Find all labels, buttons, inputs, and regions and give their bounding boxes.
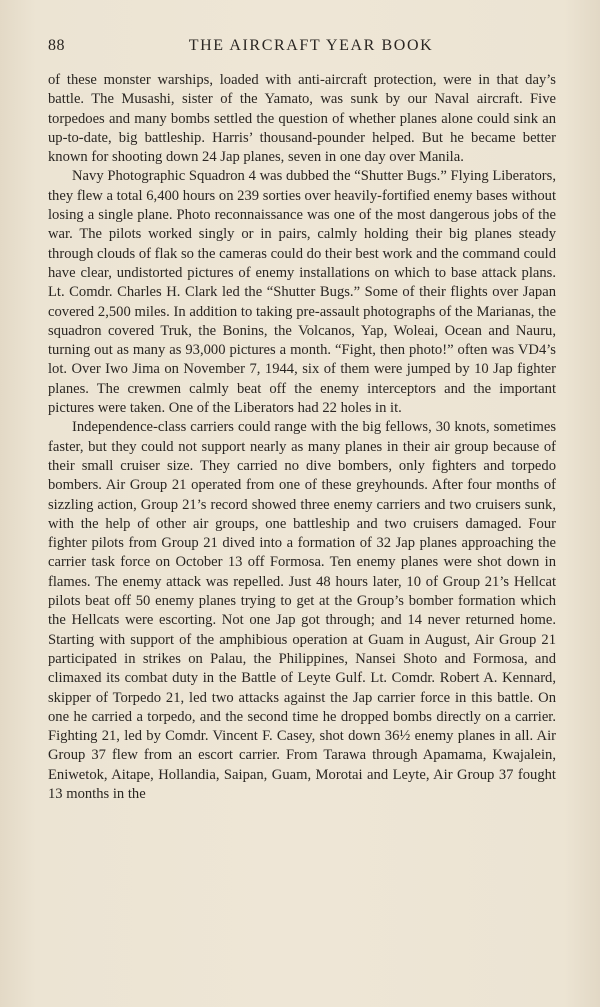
paragraph: Independence-class carriers could range with the big fellows, 30 knots, sometimes faster, but they could not support nearly as many planes in their air group because of their small cruiser size. They carried no dive bombers, only fighters and torpedo bombers. Air Group 21 operated from one of these greyhounds. After four months of sizzling action, Group 21’s record showed three enemy carriers and two cruisers sunk, with the help of other air groups, one battleship and two cruisers damaged. Four fighter pilots from Group 21 dived into a formation of 32 Jap planes approaching the carrier task force on October 13 off Formosa. Ten enemy planes were shot down in flames. The enemy attack was repelled. Just 48 hours later, 10 of Group 21’s Hellcat pilots beat off 50 enemy planes trying to get at the Group’s bomber formation which the Hellcats were escorting. Not one Jap got through; and 14 never returned home. Starting with support of the amphibious operation at Guam in August, Air Group 21 participated in strikes on Palau, the Philippines, Nansei Shoto and Formosa, and climaxed its combat duty in the Battle of Leyte Gulf. Lt. Comdr. Robert A. Kennard, skipper of Torpedo 21, led two attacks against the Jap carrier force in this battle. On one he carried a torpedo, and the second time he dropped bombs directly on a carrier. Fighting 21, led by Comdr. Vincent F. Casey, shot down 36½ enemy planes in all. Air Group 37 flew from an escort carrier. From Tarawa through Apamama, Kwajalein, Eniwetok, Aitape, Hollandia, Saipan, Guam, Morotai and Leyte, Air Group 37 fought 13 months in the — [48, 419, 556, 802]
running-title: THE AIRCRAFT YEAR BOOK — [188, 37, 434, 54]
page-number: 88 — [48, 37, 65, 54]
page-header — [48, 37, 556, 59]
body-text — [48, 71, 556, 804]
paragraph: Navy Photographic Squadron 4 was dubbed the “Shutter Bugs.” Flying Liberators, they flew a total 6,400 hours on 239 sorties over heavily-fortified enemy bases without losing a single plane. Photo reconnaissance was one of the most dangerous jobs of the war. The pilots worked singly or in pairs, calmly holding their big planes steady through clouds of flak so the cameras could do their best work and the command could have clear, undistorted pictures of enemy installations on which to base attack plans. Lt. Comdr. Charles H. Clark led the “Shutter Bugs.” Some of their flights over Japan covered 2,500 miles. In addition to taking pre-assault photographs of the Marianas, the squadron covered Truk, the Bonins, the Volcanos, Yap, Woleai, Ocean and Nauru, turning out as many as 93,000 pictures a month. “Fight, then photo!” often was VD4’s lot. Over Iwo Jima on November 7, 1944, six of them were jumped by 10 Jap fighter planes. The crewmen calmly beat off the enemy interceptors and the important pictures were taken. One of the Liberators had 22 holes in it. — [48, 168, 556, 417]
paragraph: of these monster warships, loaded with anti-aircraft protection, were in that day’s battle. The Musashi, sister of the Yamato, was sunk by our Naval aircraft. Five torpedoes and many bombs settled the question of whether planes alone could sink an up-to-date, big battleship. Harris’ thousand-pounder helped. But he became better known for shooting down 24 Jap planes, seven in one day over Manila. — [48, 72, 556, 166]
